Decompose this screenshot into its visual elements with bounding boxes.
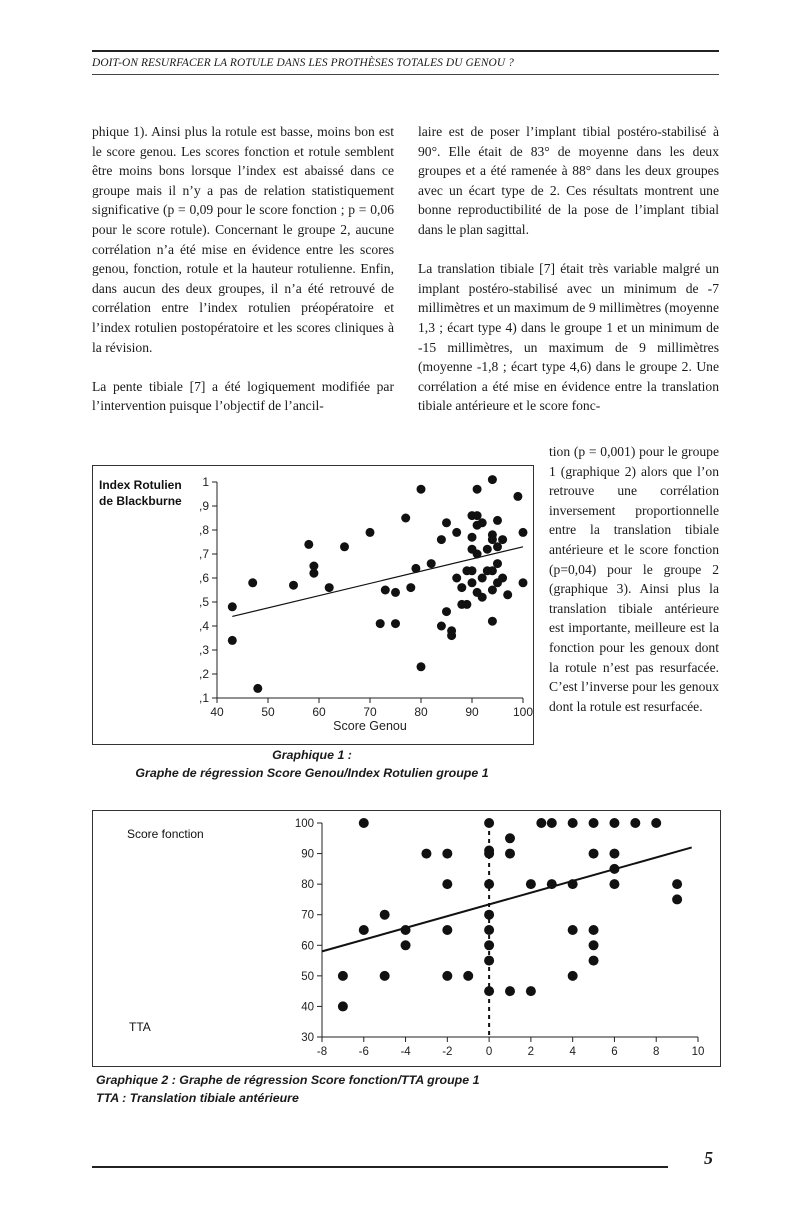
data-point xyxy=(526,986,536,996)
data-point xyxy=(359,818,369,828)
data-point xyxy=(289,581,298,590)
x-tick-label: -6 xyxy=(358,1046,369,1058)
y-tick-label: 90 xyxy=(301,848,314,861)
data-point xyxy=(442,518,451,527)
data-point xyxy=(452,528,461,537)
data-point xyxy=(493,559,502,568)
running-header: DOIT-ON RESURFACER LA ROTULE DANS LES PROTHÈSES TOTALES DU GENOU ? xyxy=(92,57,514,69)
header-bottom-rule xyxy=(92,74,719,75)
x-tick-label: 10 xyxy=(691,1046,705,1058)
data-point xyxy=(609,879,619,889)
data-point xyxy=(437,535,446,544)
figure-1-caption-title: Graphique 1 : xyxy=(272,748,352,762)
y-tick-label: ,7 xyxy=(198,547,209,561)
data-point xyxy=(411,564,420,573)
data-point xyxy=(484,910,494,920)
y-axis-title-line: Index Rotulien xyxy=(99,478,182,492)
x-tick-label: 6 xyxy=(611,1046,618,1058)
x-tick-label: 100 xyxy=(512,705,533,719)
y-axis-title-line: de Blackburne xyxy=(99,494,182,508)
right-paragraph-2-continued: tion (p = 0,001) pour le groupe 1 (graphique 2) alors que l’on retrouve une corrélation inversement proportionnelle entre la translation tibiale antérieure et le score fonction (p=0,04) pour le groupe 2 (graphique 3). Ainsi plus la translation tibiale antérieure est importante, meilleure est la fonction pour les genoux dont la rotule n’est pas resurfacée. C’est l’inverse pour les genoux dont la rotule est resurfacée. xyxy=(549,444,719,714)
data-point xyxy=(340,542,349,551)
data-point xyxy=(338,1001,348,1011)
regression-line xyxy=(322,847,692,951)
left-column xyxy=(92,122,394,436)
data-point xyxy=(488,475,497,484)
right-paragraph-1: laire est de poser l’implant tibial postéro-stabilisé à 90°. Elle était de 83° de moyenne dans les deux groupes et a été ramenée à 88° dans les deux groupes avec un écart type de 2. Ces résultats montrent une bonne reproductibilité de la pose de l’implant tibial dans le plan sagittal. xyxy=(418,124,719,237)
y-tick-label: ,3 xyxy=(198,643,209,657)
y-tick-label: ,4 xyxy=(198,619,209,633)
data-point xyxy=(547,818,557,828)
data-point xyxy=(547,879,557,889)
data-point xyxy=(536,818,546,828)
data-point xyxy=(442,879,452,889)
data-point xyxy=(483,545,492,554)
data-point xyxy=(309,569,318,578)
data-point xyxy=(484,818,494,828)
y-tick-label: ,9 xyxy=(198,499,209,513)
figure-1-caption: Graphe de régression Score Genou/Index Rotulien groupe 1 xyxy=(135,766,489,780)
data-point xyxy=(493,516,502,525)
data-point xyxy=(505,833,515,843)
left-paragraph-2: La pente tibiale [7] a été logiquement modifiée par l’intervention puisque l’objectif de l’ancil- xyxy=(92,378,394,414)
data-point xyxy=(248,578,257,587)
data-point xyxy=(468,578,477,587)
figure-1-chart xyxy=(93,466,533,744)
data-point xyxy=(568,925,578,935)
data-point xyxy=(228,602,237,611)
data-point xyxy=(505,986,515,996)
figure-2-frame xyxy=(92,810,721,1067)
data-point xyxy=(442,607,451,616)
data-point xyxy=(463,971,473,981)
data-point xyxy=(421,849,431,859)
y-tick-label: ,1 xyxy=(198,691,209,705)
y-tick-label: 50 xyxy=(301,970,314,983)
x-tick-label: 40 xyxy=(210,705,224,719)
data-point xyxy=(484,940,494,950)
data-point xyxy=(380,971,390,981)
data-point xyxy=(442,925,452,935)
y-tick-label: 1 xyxy=(202,475,209,489)
data-point xyxy=(478,593,487,602)
data-point xyxy=(417,662,426,671)
data-point xyxy=(437,622,446,631)
data-point xyxy=(568,818,578,828)
data-point xyxy=(609,849,619,859)
data-point xyxy=(380,910,390,920)
data-point xyxy=(417,485,426,494)
x-tick-label: -2 xyxy=(442,1046,453,1058)
x-tick-label: 4 xyxy=(569,1046,576,1058)
x-axis-title: Score Genou xyxy=(333,719,407,733)
x-tick-label: 2 xyxy=(527,1046,535,1058)
y-tick-label: 40 xyxy=(301,1001,314,1014)
y-tick-label: ,2 xyxy=(198,667,209,681)
data-point xyxy=(498,535,507,544)
y-tick-label: 30 xyxy=(301,1032,314,1044)
data-point xyxy=(468,533,477,542)
data-point xyxy=(473,485,482,494)
data-point xyxy=(568,971,578,981)
data-point xyxy=(672,894,682,904)
x-tick-label: -4 xyxy=(400,1046,411,1058)
data-point xyxy=(651,818,661,828)
data-point xyxy=(505,849,515,859)
data-point xyxy=(609,818,619,828)
figure-2-caption: Graphique 2 : Graphe de régression Score fonction/TTA groupe 1 xyxy=(96,1073,480,1087)
data-point xyxy=(568,879,578,889)
data-point xyxy=(359,925,369,935)
data-point xyxy=(484,925,494,935)
header-rule xyxy=(92,50,719,52)
y-tick-label: 70 xyxy=(301,909,314,922)
data-point xyxy=(401,925,411,935)
data-point xyxy=(484,879,494,889)
data-point xyxy=(484,956,494,966)
right-paragraph-2: La translation tibiale [7] était très variable malgré un implant postéro-stabilisé avec un minimum de -7 millimètres et un maximum de 9 millimètres (moyenne 1,3 ; écart type 4) dans le groupe 1 et un minimum de -15 millimètres, un maximum de 9 millimètres (moyenne -1,8 ; écart type 4,6) dans le groupe 2. Une corrélation a été mise en évidence entre la translation tibiale antérieure et le score fonc- xyxy=(418,261,719,414)
y-tick-label: ,5 xyxy=(198,595,209,609)
data-point xyxy=(630,818,640,828)
data-point xyxy=(503,590,512,599)
figure-2-chart xyxy=(93,811,720,1066)
x-tick-label: 8 xyxy=(653,1046,660,1058)
data-point xyxy=(519,578,528,587)
x-axis-title: TTA xyxy=(129,1020,151,1034)
data-point xyxy=(442,849,452,859)
data-point xyxy=(513,492,522,501)
x-tick-label: -8 xyxy=(316,1046,328,1058)
data-point xyxy=(304,540,313,549)
data-point xyxy=(484,849,494,859)
data-point xyxy=(401,514,410,523)
y-tick-label: 80 xyxy=(301,879,314,892)
data-point xyxy=(488,617,497,626)
data-point xyxy=(391,619,400,628)
data-point xyxy=(672,879,682,889)
y-tick-label: ,8 xyxy=(198,523,209,537)
data-point xyxy=(478,518,487,527)
x-tick-label: 60 xyxy=(312,705,326,719)
y-tick-label: 60 xyxy=(301,940,314,953)
x-tick-label: 0 xyxy=(485,1046,493,1058)
data-point xyxy=(589,849,599,859)
page-number: 5 xyxy=(704,1148,713,1168)
data-point xyxy=(325,583,334,592)
data-point xyxy=(406,583,415,592)
right-column-continued xyxy=(549,442,719,736)
figure-2-caption-note: TTA : Translation tibiale antérieure xyxy=(96,1091,299,1105)
data-point xyxy=(609,864,619,874)
y-tick-label: ,6 xyxy=(198,571,209,585)
y-axis-title: Score fonction xyxy=(127,827,204,841)
data-point xyxy=(376,619,385,628)
data-point xyxy=(589,818,599,828)
data-point xyxy=(498,574,507,583)
data-point xyxy=(484,986,494,996)
data-point xyxy=(427,559,436,568)
data-point xyxy=(391,588,400,597)
data-point xyxy=(401,940,411,950)
footer-rule xyxy=(92,1166,668,1168)
figure-1-frame xyxy=(92,465,534,745)
x-tick-label: 90 xyxy=(465,705,479,719)
data-point xyxy=(526,879,536,889)
x-tick-label: 80 xyxy=(414,705,428,719)
data-point xyxy=(519,528,528,537)
data-point xyxy=(589,925,599,935)
data-point xyxy=(366,528,375,537)
right-column xyxy=(418,122,719,416)
left-paragraph-1: phique 1). Ainsi plus la rotule est basse, moins bon est le score genou. Les scores fonction et rotule semblent être moins bons lorsque l’index est abaissé dans ce groupe mais il n’y a pas de relation statistiquement significative (p = 0,09 pour le score fonction ; p = 0,06 pour le score rotule). Concernant le groupe 2, aucune corrélation n’a été mise en évidence entre les scores genou, fonction, rotule et la hauteur rotulienne. Enfin, dans aucun des deux groupes, il n’a été retrouvé de corrélation entre l’index rotulien préopératoire et l’index rotulien postopératoire et les scores cliniques à la révision. xyxy=(92,124,394,355)
data-point xyxy=(228,636,237,645)
data-point xyxy=(381,586,390,595)
data-point xyxy=(338,971,348,981)
x-tick-label: 70 xyxy=(363,705,377,719)
data-point xyxy=(447,631,456,640)
data-point xyxy=(457,583,466,592)
data-point xyxy=(452,574,461,583)
data-point xyxy=(589,956,599,966)
data-point xyxy=(589,940,599,950)
data-point xyxy=(473,550,482,559)
y-tick-label: 100 xyxy=(294,818,314,830)
data-point xyxy=(462,600,471,609)
data-point xyxy=(253,684,262,693)
x-tick-label: 50 xyxy=(261,705,275,719)
data-point xyxy=(468,566,477,575)
data-point xyxy=(442,971,452,981)
